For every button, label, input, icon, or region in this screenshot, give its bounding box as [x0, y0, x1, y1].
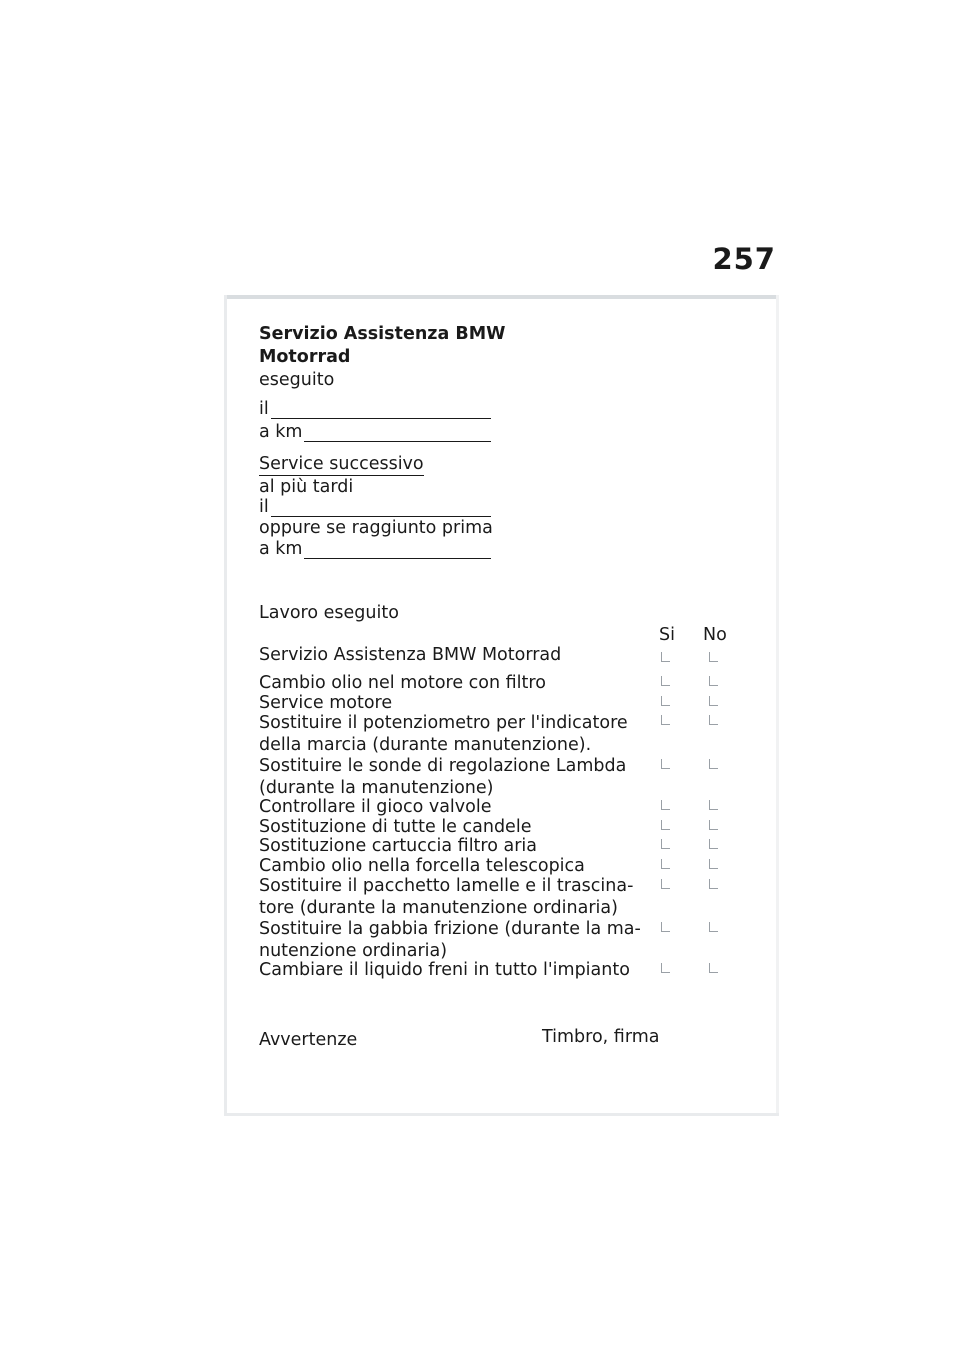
next-km-field-line — [304, 544, 491, 559]
date-field-label: il — [259, 399, 269, 419]
stamp-signature-label: Timbro, firma — [542, 1027, 660, 1047]
next-km-field[interactable] — [259, 539, 491, 559]
checkbox-yes[interactable] — [661, 859, 670, 869]
heading-line-1: Servizio Assistenza BMW — [259, 324, 506, 344]
checkbox-yes[interactable] — [661, 839, 670, 849]
checklist-item: Sostituzione cartuccia filtro aria — [259, 836, 538, 856]
checkbox-no[interactable] — [709, 652, 718, 662]
next-km-field-label: a km — [259, 539, 303, 559]
checkbox-no[interactable] — [709, 820, 718, 830]
checkbox-yes[interactable] — [661, 676, 670, 686]
checkbox-yes[interactable] — [661, 963, 670, 973]
or-if-reached-label: oppure se raggiunto prima — [259, 518, 493, 538]
checkbox-yes[interactable] — [661, 652, 670, 662]
km-field[interactable] — [259, 422, 491, 442]
heading-line-2: Motorrad — [259, 347, 351, 367]
checkbox-yes[interactable] — [661, 715, 670, 725]
checkbox-no[interactable] — [709, 715, 718, 725]
checklist-item-continued: della marcia (durante manutenzione). — [259, 735, 592, 755]
km-field-label: a km — [259, 422, 303, 442]
checkbox-no[interactable] — [709, 676, 718, 686]
checklist-item: Sostituire il potenziometro per l'indicatore — [259, 713, 628, 733]
next-date-field-label: il — [259, 497, 269, 517]
checklist-item: Sostituire le sonde di regolazione Lambda — [259, 756, 627, 776]
checklist-item-continued: nutenzione ordinaria) — [259, 941, 448, 961]
at-latest-label: al più tardi — [259, 477, 354, 497]
checklist-item: Sostituire il pacchetto lamelle e il trascina- — [259, 876, 634, 896]
checkbox-no[interactable] — [709, 963, 718, 973]
checkbox-no[interactable] — [709, 800, 718, 810]
checklist-item: Sostituire la gabbia frizione (durante la ma- — [259, 919, 641, 939]
checklist-item: Servizio Assistenza BMW Motorrad — [259, 645, 562, 665]
performed-label: eseguito — [259, 370, 335, 390]
next-date-field[interactable] — [259, 497, 491, 517]
page-number: 257 — [712, 242, 776, 276]
checklist-item: Sostituzione di tutte le candele — [259, 817, 532, 837]
checkbox-yes[interactable] — [661, 759, 670, 769]
checklist-item: Service motore — [259, 693, 393, 713]
checkbox-no[interactable] — [709, 879, 718, 889]
checklist-item: Cambio olio nella forcella telescopica — [259, 856, 585, 876]
checkbox-no[interactable] — [709, 922, 718, 932]
next-date-field-line — [271, 502, 491, 517]
checkbox-yes[interactable] — [661, 696, 670, 706]
date-field-line — [271, 404, 491, 419]
checkbox-no[interactable] — [709, 759, 718, 769]
checkbox-no[interactable] — [709, 839, 718, 849]
yes-column-header: Si — [659, 625, 675, 645]
km-field-line — [304, 427, 491, 442]
checklist-item-continued: (durante la manutenzione) — [259, 778, 494, 798]
checkbox-yes[interactable] — [661, 922, 670, 932]
date-field[interactable] — [259, 399, 491, 419]
checkbox-yes[interactable] — [661, 800, 670, 810]
checklist-item-continued: tore (durante la manutenzione ordinaria) — [259, 898, 618, 918]
checklist-item: Controllare il gioco valvole — [259, 797, 492, 817]
checkbox-no[interactable] — [709, 859, 718, 869]
checkbox-yes[interactable] — [661, 820, 670, 830]
next-service-title — [259, 454, 424, 474]
checkbox-no[interactable] — [709, 696, 718, 706]
checklist-item: Cambiare il liquido freni in tutto l'impianto — [259, 960, 630, 980]
work-done-label: Lavoro eseguito — [259, 603, 399, 623]
frame-bottom-border — [224, 1113, 779, 1116]
next-service-title-text: Service successivo — [259, 454, 424, 474]
frame-right-border — [776, 295, 779, 1115]
frame-top-border — [224, 295, 779, 299]
no-column-header: No — [703, 625, 727, 645]
checkbox-yes[interactable] — [661, 879, 670, 889]
frame-left-border — [224, 295, 227, 1115]
checklist-item: Cambio olio nel motore con filtro — [259, 673, 546, 693]
notes-label: Avvertenze — [259, 1030, 358, 1050]
